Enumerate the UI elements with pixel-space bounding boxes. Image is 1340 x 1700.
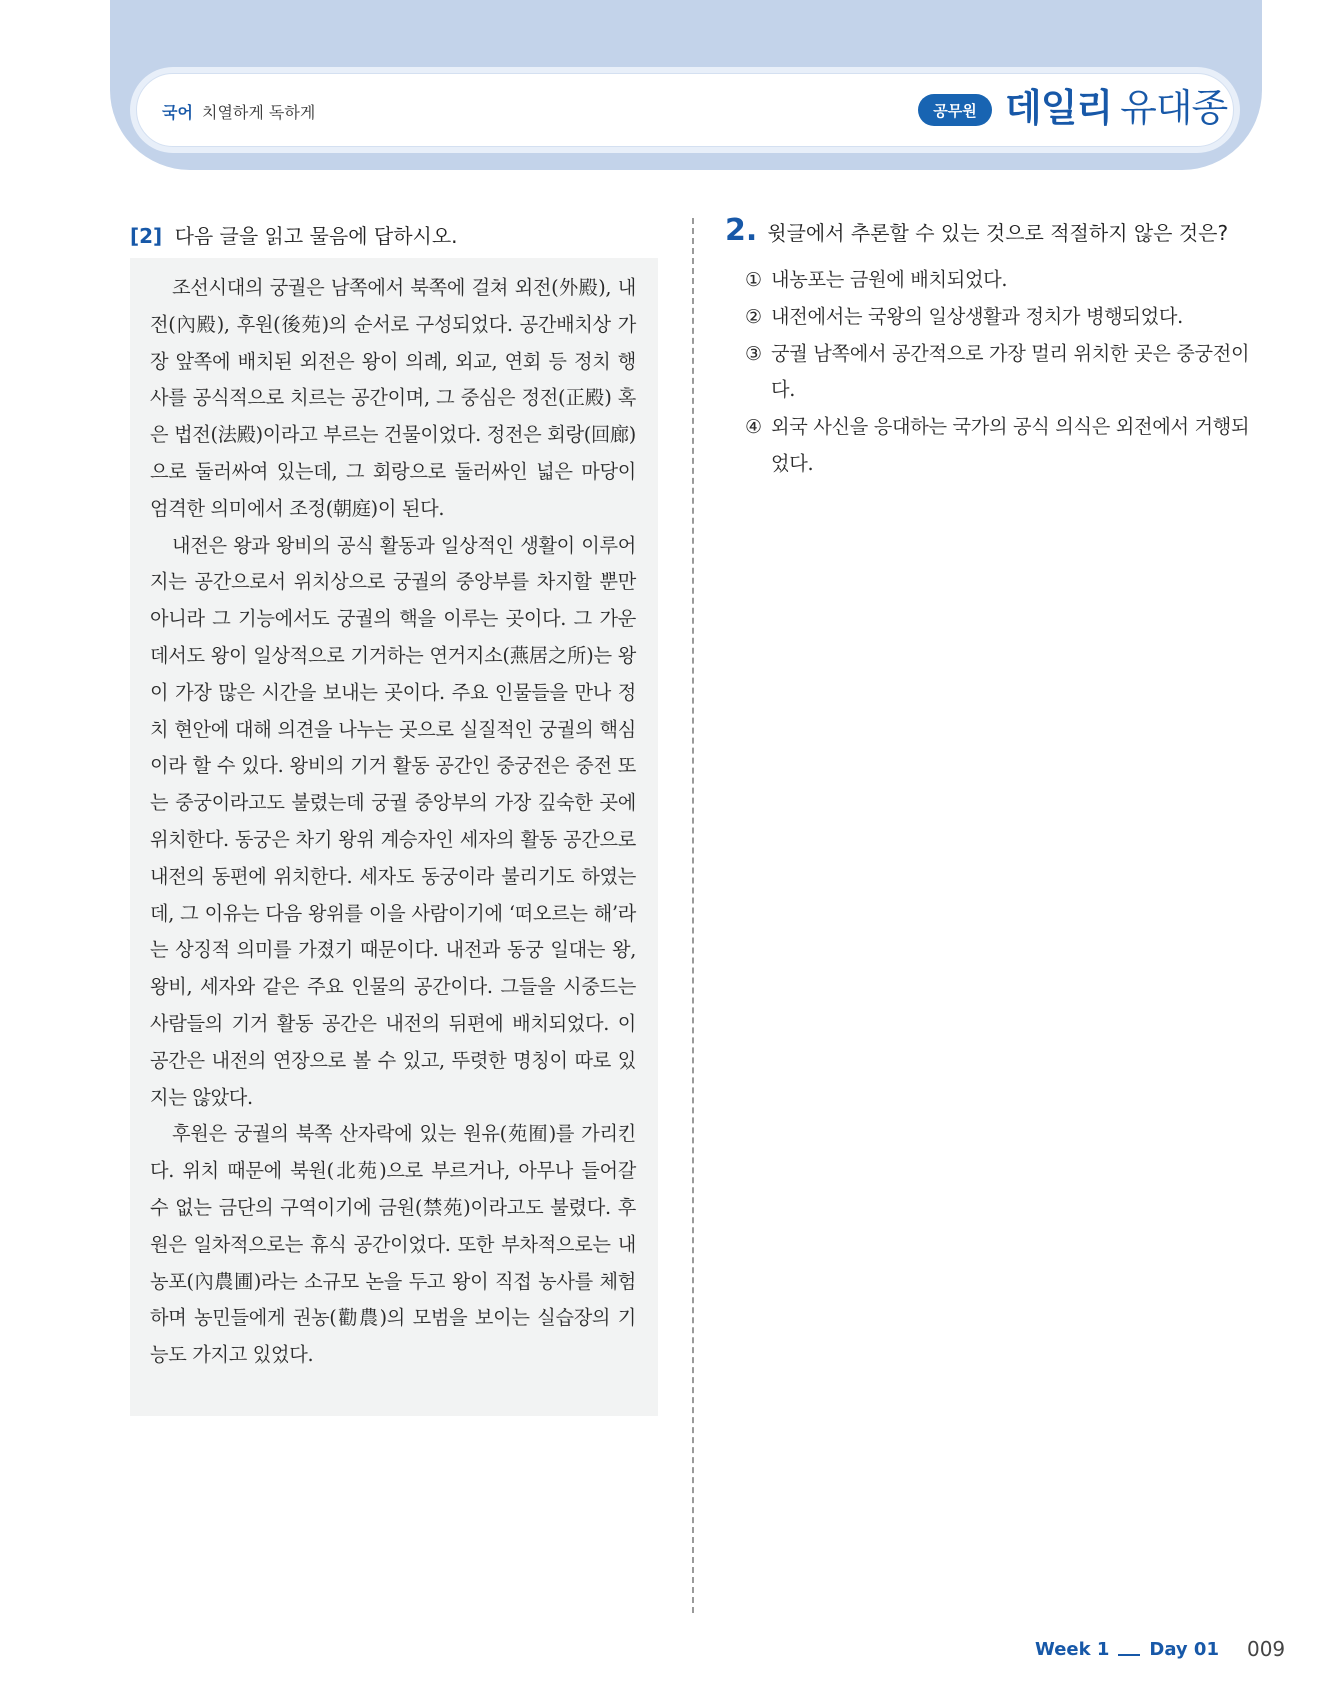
choice-marker: ① [745,268,762,291]
footer-rule [1118,1654,1140,1656]
passage-number: [2] [130,224,163,248]
passage-box [130,258,658,1416]
page-number: 009 [1246,1637,1286,1661]
choice-4[interactable] [745,409,1255,483]
choice-marker: ③ [745,341,762,365]
choice-text: 외국 사신을 응대하는 국가의 공식 의식은 외전에서 거행되었다. [771,415,1250,475]
header-tagline: 치열하게 독하게 [202,103,316,122]
answer-choices [745,262,1255,483]
footer-week: Week 1 [1035,1638,1110,1660]
brand-title [1005,85,1227,131]
passage-instruction [130,220,458,249]
subject-label: 국어 [162,103,193,122]
choice-marker: ④ [745,415,762,439]
choice-text: 내전에서는 국왕의 일상생활과 정치가 병행되었다. [771,304,1183,328]
passage-paragraph: 후원은 궁궐의 북쪽 산자락에 있는 원유(苑囿)를 가리킨다. 위치 때문에 북원(北苑)으로 부르거나, 아무나 들어갈 수 없는 금단의 구역이기에 금원(禁苑)이라고도 불렸다. 후원은 일차적으로는 휴식 공간이었다. 또한 부차적으로는 내농포(內農圃)라는 소규모 논을 두고 왕이 직접 농사를 체험하며 농민들에게 권농(勸農)의 모범을 보이는 실습장의 기능도 가지고 있었다. [150,1122,636,1367]
question-number: 2. [725,213,758,248]
exam-badge: 공무원 [918,94,992,126]
column-divider [692,218,694,1613]
question-text: 윗글에서 추론할 수 있는 것으로 적절하지 않은 것은? [767,221,1229,245]
choice-marker: ② [745,304,762,328]
instruction-text: 다음 글을 읽고 물음에 답하시오. [174,224,458,248]
footer-day: Day 01 [1149,1638,1219,1660]
header-subject [162,100,315,123]
choice-2[interactable] [745,299,1255,336]
page-footer [1035,1637,1285,1661]
choice-text: 궁궐 남쪽에서 공간적으로 가장 멀리 위치한 곳은 중궁전이다. [771,341,1250,402]
choice-1[interactable] [745,262,1255,299]
passage-paragraph: 내전은 왕과 왕비의 공식 활동과 일상적인 생활이 이루어지는 공간으로서 위치상으로 궁궐의 중앙부를 차지할 뿐만 아니라 그 기능에서도 궁궐의 핵을 이루는 곳이다. 그 가운데서도 왕이 일상적으로 기거하는 연거지소(燕居之所)는 왕이 가장 많은 시간을 보내는 곳이다. 주요 인물들을 만나 정치 현안에 대해 의견을 나누는 곳으로 실질적인 궁궐의 핵심이라 할 수 있다. 왕비의 기거 활동 공간인 중궁전은 중전 또는 중궁이라고도 불렸는데 궁궐 중앙부의 가장 깊숙한 곳에 위치한다. 동궁은 차기 왕위 계승자인 세자의 활동 공간으로 내전의 동편에 위치한다. 세자도 동궁이라 불리기도 하였는데, 그 이유는 다음 왕위를 이을 사람이기에 ‘떠오르는 해’라는 상징적 의미를 가졌기 때문이다. 내전과 동궁 일대는 왕, 왕비, 세자와 같은 주요 인물의 공간이다. 그들을 시중드는 사람들의 기거 활동 공간은 내전의 뒤편에 배치되었다. 이 공간은 내전의 연장으로 볼 수 있고, 뚜렷한 명칭이 따로 있지는 않았다. [150,533,636,1109]
brand-bold: 데일리 [1005,86,1113,130]
brand-light: 유대종 [1120,86,1228,130]
question-title [725,213,1228,248]
choice-text: 내농포는 금원에 배치되었다. [771,268,1008,291]
passage-paragraph: 조선시대의 궁궐은 남쪽에서 북쪽에 걸쳐 외전(外殿), 내전(內殿), 후원(後苑)의 순서로 구성되었다. 공간배치상 가장 앞쪽에 배치된 외전은 왕이 의례, 외교, 연회 등 정치 행사를 공식적으로 치르는 공간이며, 그 중심은 정전(正殿) 혹은 법전(法殿)이라고 부르는 건물이었다. 정전은 회랑(回廊)으로 둘러싸여 있는데, 그 회랑으로 둘러싸인 넓은 마당이 엄격한 의미에서 조정(朝庭)이 된다. [150,276,636,520]
choice-3[interactable] [745,336,1255,410]
